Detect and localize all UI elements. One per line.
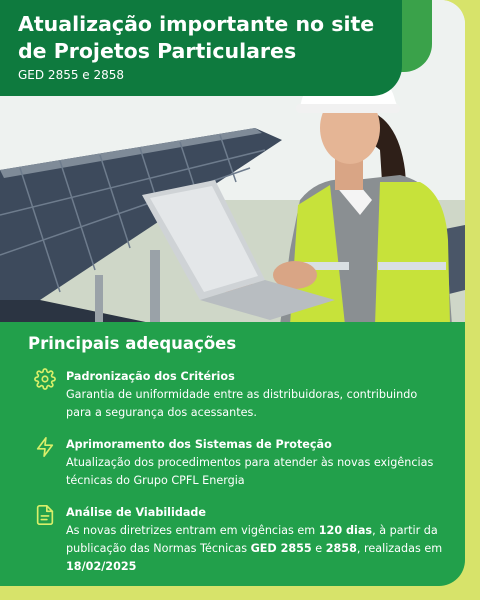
item-text — [66, 522, 446, 576]
text-fragment: As novas diretrizes entram em vigências em — [66, 524, 319, 537]
text-fragment: , realizadas em — [356, 542, 443, 555]
page-title: Atualização importante no site de Projetos Particulares — [18, 12, 375, 63]
section-title: Principais adequações — [28, 334, 237, 353]
lightning-icon — [34, 436, 56, 458]
page-subtitle: GED 2855 e 2858 — [18, 68, 125, 82]
item-heading: Padronização dos Critérios — [66, 370, 235, 383]
item-heading: Análise de Viabilidade — [66, 506, 206, 519]
highlighted-text: 120 dias — [318, 524, 373, 537]
adjustments-panel — [0, 322, 465, 586]
highlighted-text: GED 2855 — [250, 542, 312, 555]
item-text: Atualização dos procedimentos para atender às novas exigências técnicas do Grupo CPFL Energia — [66, 456, 434, 487]
text-fragment: , à partir da publicação das Normas Técnicas — [66, 524, 438, 555]
gear-icon — [34, 368, 56, 390]
item-text: Garantia de uniformidade entre as distribuidoras, contribuindo para a segurança dos acessantes. — [66, 388, 418, 419]
item-heading: Aprimoramento dos Sistemas de Proteção — [66, 438, 332, 451]
document-icon — [34, 504, 56, 526]
highlighted-text: 18/02/2025 — [66, 560, 137, 573]
text-fragment: e — [311, 542, 326, 555]
header-banner — [0, 0, 402, 96]
highlighted-text: 2858 — [325, 542, 357, 555]
